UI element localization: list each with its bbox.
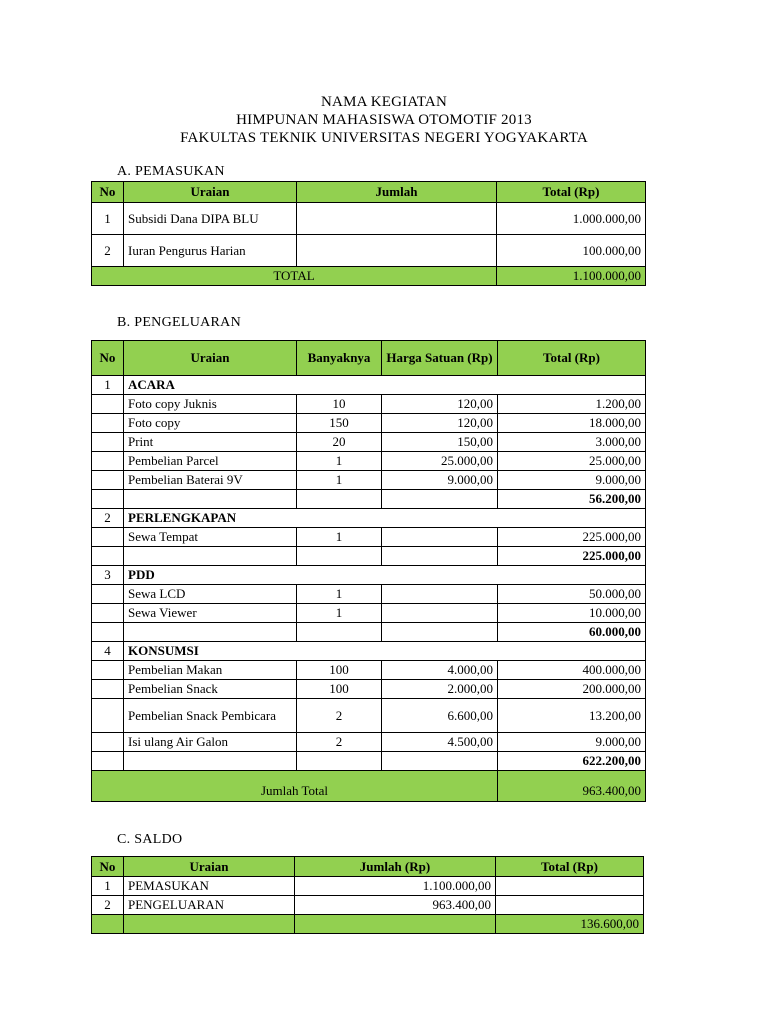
- table-row: [92, 203, 646, 235]
- cell-jumlah: 1.100.000,00: [295, 877, 496, 896]
- cell-harga: [382, 528, 498, 547]
- group-row: [92, 376, 646, 395]
- doc-title-line-1: NAMA KEGIATAN: [321, 94, 447, 110]
- cell-total: 200.000,00: [498, 680, 646, 699]
- cell-harga: 120,00: [382, 395, 498, 414]
- group-row: [92, 566, 646, 585]
- cell-uraian: Iuran Pengurus Harian: [124, 235, 297, 267]
- cell-no: 2: [92, 896, 124, 915]
- column-header: Total (Rp): [496, 857, 644, 877]
- table-row: [92, 395, 646, 414]
- cell-total: 50.000,00: [498, 585, 646, 604]
- column-header: Jumlah: [297, 182, 497, 203]
- column-header: Uraian: [124, 341, 297, 376]
- cell-jumlah: [297, 203, 497, 235]
- cell-uraian: PENGELUARAN: [124, 896, 295, 915]
- table-row: [92, 414, 646, 433]
- table-header-row: [92, 857, 644, 877]
- table-row: [92, 604, 646, 623]
- table-row: [92, 433, 646, 452]
- column-header: No: [92, 857, 124, 877]
- cell-banyak: 1: [297, 452, 382, 471]
- table-header-row: [92, 341, 646, 376]
- cell-total: 3.000,00: [498, 433, 646, 452]
- table-row: [92, 528, 646, 547]
- table-header-row: [92, 182, 646, 203]
- column-header: Uraian: [124, 857, 295, 877]
- subtotal-value: 60.000,00: [498, 623, 646, 642]
- cell-uraian: Sewa Viewer: [124, 604, 297, 623]
- cell-total: 400.000,00: [498, 661, 646, 680]
- cell-harga: 4.500,00: [382, 733, 498, 752]
- total-value: 963.400,00: [498, 771, 646, 802]
- table-row: [92, 699, 646, 733]
- column-header: Total (Rp): [498, 341, 646, 376]
- column-header: Banyaknya: [297, 341, 382, 376]
- table-row: [92, 680, 646, 699]
- subtotal-value: 622.200,00: [498, 752, 646, 771]
- cell-total: 1.200,00: [498, 395, 646, 414]
- cell-harga: 25.000,00: [382, 452, 498, 471]
- total-value: 136.600,00: [496, 915, 644, 934]
- pemasukan-table: [91, 181, 646, 286]
- cell-harga: 150,00: [382, 433, 498, 452]
- column-header: Uraian: [124, 182, 297, 203]
- cell-no: 1: [92, 877, 124, 896]
- cell-total: 9.000,00: [498, 471, 646, 490]
- section-heading-pemasukan: A. PEMASUKAN: [117, 164, 225, 179]
- subtotal-row: [92, 547, 646, 566]
- cell-no: 3: [92, 566, 124, 585]
- cell-no: 4: [92, 642, 124, 661]
- cell-no: 2: [92, 509, 124, 528]
- cell-uraian: Pembelian Snack Pembicara: [124, 699, 297, 733]
- group-row: [92, 509, 646, 528]
- cell-harga: 2.000,00: [382, 680, 498, 699]
- cell-no: 1: [92, 376, 124, 395]
- cell-uraian: Pembelian Parcel: [124, 452, 297, 471]
- table-row: [92, 896, 644, 915]
- cell-no: 1: [92, 203, 124, 235]
- cell-uraian: Sewa Tempat: [124, 528, 297, 547]
- column-header: Jumlah (Rp): [295, 857, 496, 877]
- table-row: [92, 661, 646, 680]
- cell-uraian: Pembelian Snack: [124, 680, 297, 699]
- cell-total: 13.200,00: [498, 699, 646, 733]
- cell-banyak: 2: [297, 733, 382, 752]
- column-header: No: [92, 341, 124, 376]
- cell-banyak: 10: [297, 395, 382, 414]
- cell-total: 1.000.000,00: [497, 203, 646, 235]
- cell-harga: 9.000,00: [382, 471, 498, 490]
- subtotal-row: [92, 623, 646, 642]
- cell-harga: 120,00: [382, 414, 498, 433]
- group-name: ACARA: [124, 376, 646, 395]
- group-name: PERLENGKAPAN: [124, 509, 646, 528]
- table-row: [92, 452, 646, 471]
- cell-banyak: 150: [297, 414, 382, 433]
- group-name: PDD: [124, 566, 646, 585]
- cell-total: 25.000,00: [498, 452, 646, 471]
- total-row: [92, 915, 644, 934]
- cell-harga: [382, 604, 498, 623]
- cell-uraian: Subsidi Dana DIPA BLU: [124, 203, 297, 235]
- cell-no: 2: [92, 235, 124, 267]
- cell-banyak: 100: [297, 661, 382, 680]
- cell-total: 100.000,00: [497, 235, 646, 267]
- cell-uraian: Foto copy Juknis: [124, 395, 297, 414]
- group-name: KONSUMSI: [124, 642, 646, 661]
- total-value: 1.100.000,00: [497, 267, 646, 286]
- cell-harga: 4.000,00: [382, 661, 498, 680]
- total-label: Jumlah Total: [92, 771, 498, 802]
- group-row: [92, 642, 646, 661]
- table-row: [92, 877, 644, 896]
- column-header: Total (Rp): [497, 182, 646, 203]
- cell-uraian: Print: [124, 433, 297, 452]
- cell-banyak: 1: [297, 585, 382, 604]
- saldo-table: [91, 856, 644, 934]
- table-row: [92, 733, 646, 752]
- doc-title-line-2: HIMPUNAN MAHASISWA OTOMOTIF 2013: [236, 112, 532, 128]
- table-row: [92, 585, 646, 604]
- cell-banyak: 100: [297, 680, 382, 699]
- subtotal-value: 225.000,00: [498, 547, 646, 566]
- cell-banyak: 2: [297, 699, 382, 733]
- cell-uraian: Pembelian Makan: [124, 661, 297, 680]
- cell-jumlah: 963.400,00: [295, 896, 496, 915]
- cell-uraian: Pembelian Baterai 9V: [124, 471, 297, 490]
- cell-total: 10.000,00: [498, 604, 646, 623]
- doc-title-line-3: FAKULTAS TEKNIK UNIVERSITAS NEGERI YOGYAKARTA: [180, 130, 588, 146]
- total-label: TOTAL: [92, 267, 497, 286]
- cell-banyak: 1: [297, 471, 382, 490]
- total-row: [92, 267, 646, 286]
- cell-banyak: 1: [297, 528, 382, 547]
- subtotal-row: [92, 752, 646, 771]
- column-header: Harga Satuan (Rp): [382, 341, 498, 376]
- cell-total: 9.000,00: [498, 733, 646, 752]
- column-header: No: [92, 182, 124, 203]
- cell-banyak: 1: [297, 604, 382, 623]
- subtotal-value: 56.200,00: [498, 490, 646, 509]
- total-row: [92, 771, 646, 802]
- cell-harga: 6.600,00: [382, 699, 498, 733]
- cell-uraian: Foto copy: [124, 414, 297, 433]
- table-row: [92, 471, 646, 490]
- section-heading-pengeluaran: B. PENGELUARAN: [117, 315, 241, 330]
- cell-total: 225.000,00: [498, 528, 646, 547]
- cell-harga: [382, 585, 498, 604]
- pengeluaran-table: [91, 340, 646, 802]
- cell-uraian: PEMASUKAN: [124, 877, 295, 896]
- subtotal-row: [92, 490, 646, 509]
- table-row: [92, 235, 646, 267]
- section-heading-saldo: C. SALDO: [117, 832, 183, 847]
- cell-total: 18.000,00: [498, 414, 646, 433]
- cell-jumlah: [297, 235, 497, 267]
- cell-uraian: Isi ulang Air Galon: [124, 733, 297, 752]
- cell-banyak: 20: [297, 433, 382, 452]
- cell-uraian: Sewa LCD: [124, 585, 297, 604]
